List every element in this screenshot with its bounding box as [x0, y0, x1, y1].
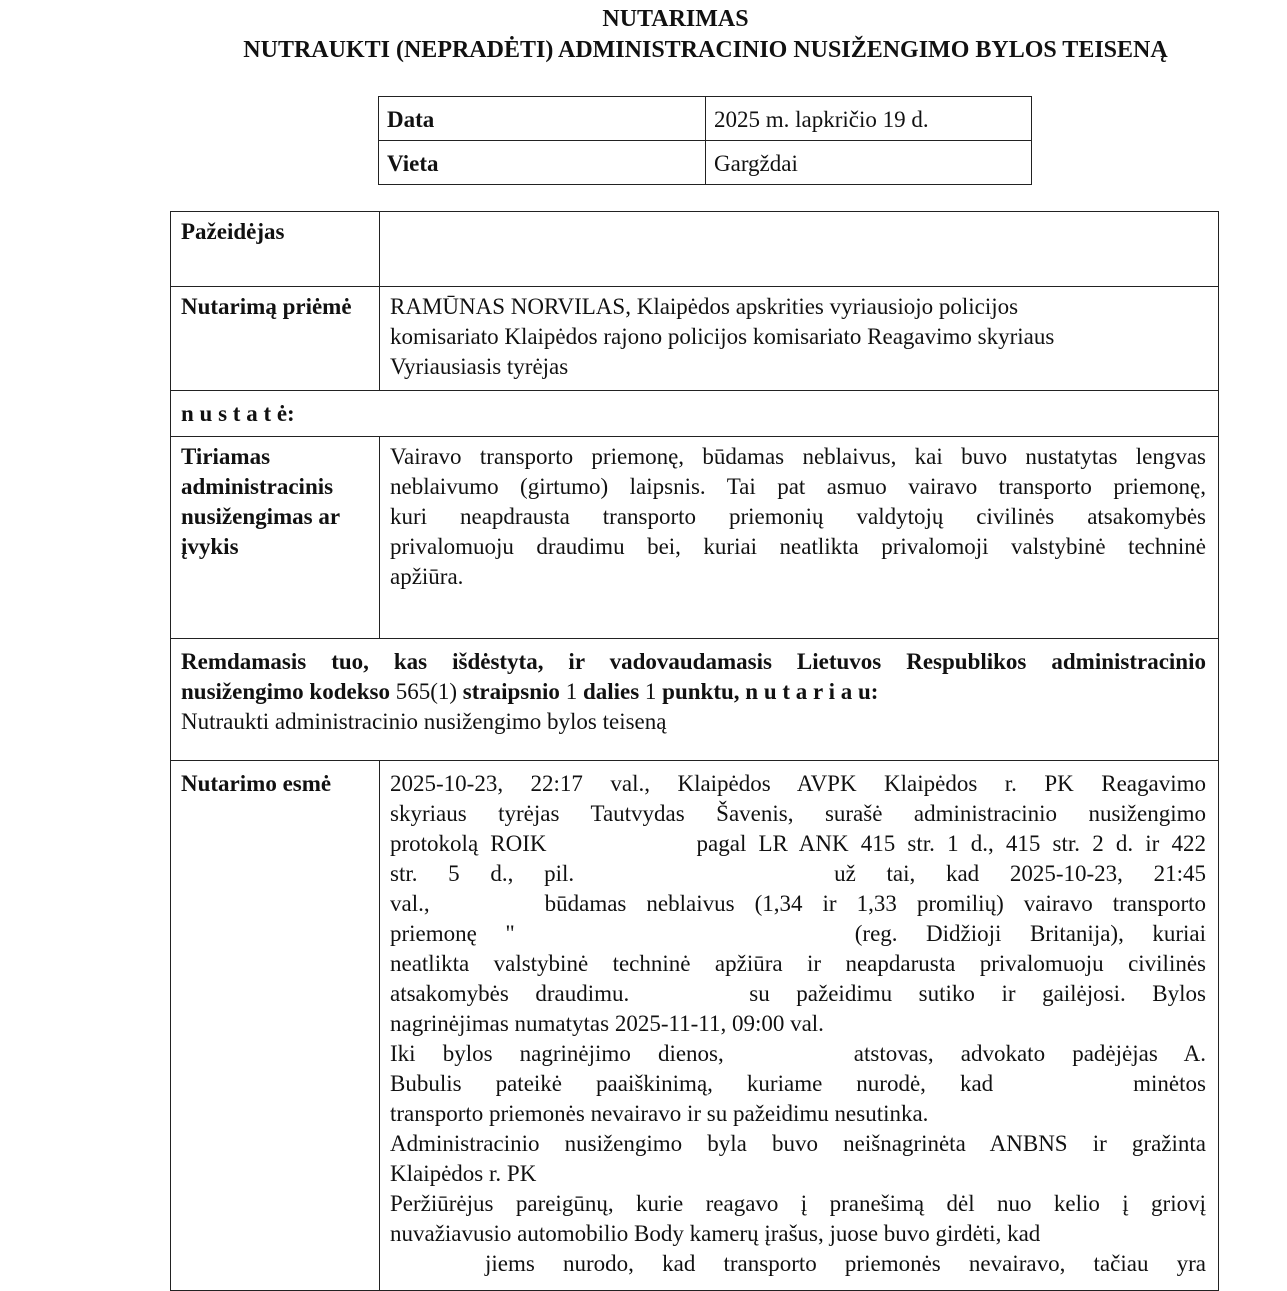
date-label: Data — [379, 97, 706, 141]
issuer-line: komisariato Klaipėdos rajono policijos komisariato Reagavimo skyriaus — [390, 324, 1055, 349]
document-subtitle: NUTRAUKTI (NEPRADĖTI) ADMINISTRACINIO NUSIŽENGIMO BYLOS TEISENĄ — [243, 37, 1168, 63]
essence-line: Peržiūrėjus pareigūnų, kurie reagavo į pranešimą dėl nuo kelio į griovį — [390, 1191, 1206, 1216]
article-number: 565(1) — [395, 679, 458, 704]
issuer-line: Vyriausiasis tyrėjas — [390, 354, 569, 379]
decision-text: dalies — [582, 679, 640, 704]
essence-line: Bubulis pateikė paaiškinimą, kuriame nurodė, kad minėtos — [390, 1071, 1206, 1096]
offense-label-line: administracinis — [181, 474, 334, 499]
offense-label-line: Tiriamas — [181, 444, 271, 469]
essence-line: protokolą ROIK pagal LR ANK 415 str. 1 d., 415 str. 2 d. ir 422 — [390, 831, 1206, 856]
document-title: NUTARIMAS — [602, 6, 749, 32]
essence-line: neatlikta valstybinė techninė apžiūra ir neapdarusta privalomuoju civilinės — [390, 951, 1206, 976]
issuer-label: Nutarimą priėmė — [171, 287, 380, 391]
decision-text: punktu, n u t a r i a u: — [662, 679, 879, 704]
issuer-value — [380, 287, 1219, 391]
essence-line: 2025-10-23, 22:17 val., Klaipėdos AVPK Klaipėdos r. PK Reagavimo — [390, 771, 1206, 796]
offender-label: Pažeidėjas — [171, 212, 380, 287]
essence-line: nuvažiavusio automobilio Body kamerų įrašus, juose buvo girdėti, kad — [390, 1221, 1041, 1246]
offense-line: kuri neapdrausta transporto priemonių valdytojų civilinės atsakomybės — [390, 504, 1206, 529]
essence-line: Administracinio nusižengimo byla buvo neišnagrinėta ANBNS ir gražinta — [390, 1131, 1206, 1156]
decision-text: nusižengimo kodekso — [181, 679, 390, 704]
essence-line: Klaipėdos r. PK — [390, 1161, 537, 1186]
offense-line: neblaivumo (girtumo) laipsnis. Tai pat asmuo vairavo transporto priemonę, — [390, 474, 1206, 499]
establishes-label: n u s t a t ė: — [171, 391, 1219, 437]
offense-label-line: įvykis — [181, 534, 239, 559]
decision-line: Remdamasis tuo, kas išdėstyta, ir vadovaudamasis Lietuvos Respublikos administracinio — [181, 649, 1206, 674]
essence-line: priemonę " (reg. Didžioji Britanija), kuriai — [390, 921, 1206, 946]
essence-line: val., būdamas neblaivus (1,34 ir 1,33 promilių) vairavo transporto — [390, 891, 1206, 916]
place-value: Gargždai — [706, 141, 1032, 185]
offense-line: privalomuoju draudimu bei, kuriai neatlikta privalomoji valstybinė techninė — [390, 534, 1206, 559]
date-value: 2025 m. lapkričio 19 d. — [706, 97, 1032, 141]
essence-line: transporto priemonės nevairavo ir su pažeidimu nesutinka. — [390, 1101, 929, 1126]
decision-line — [181, 677, 1206, 707]
place-label: Vieta — [379, 141, 706, 185]
essence-line: nagrinėjimas numatytas 2025-11-11, 09:00 val. — [390, 1011, 824, 1036]
essence-line: Iki bylos nagrinėjimo dienos, atstovas, advokato padėjėjas A. — [390, 1041, 1207, 1066]
essence-line: jiems nurodo, kad transporto priemonės nevairavo, tačiau yra — [485, 1251, 1206, 1276]
decision-result: Nutraukti administracinio nusižengimo bylos teiseną — [181, 709, 667, 734]
meta-table — [378, 96, 1032, 185]
part-number: 1 — [565, 679, 578, 704]
essence-line: skyriaus tyrėjas Tautvydas Šavenis, surašė administracinio nusižengimo — [390, 801, 1206, 826]
offense-label-line: nusižengimas ar — [181, 504, 341, 529]
offense-line: Vairavo transporto priemonę, būdamas neblaivus, kai buvo nustatytas lengvas — [390, 444, 1206, 469]
decision-block — [171, 639, 1219, 761]
offense-label — [171, 437, 380, 639]
essence-label: Nutarimo esmė — [171, 761, 380, 1291]
decision-text: straipsnio — [462, 679, 560, 704]
essence-line: str. 5 d., pil. už tai, kad 2025-10-23, 21:45 — [390, 861, 1207, 886]
offense-line: apžiūra. — [390, 564, 464, 589]
point-number: 1 — [644, 679, 657, 704]
offender-value-redacted — [380, 212, 1219, 287]
decision-table — [170, 211, 1219, 1291]
essence-line: atsakomybės draudimu. su pažeidimu sutiko ir gailėjosi. Bylos — [390, 981, 1206, 1006]
essence-text — [380, 761, 1219, 1291]
issuer-line: RAMŪNAS NORVILAS, Klaipėdos apskrities vyriausiojo policijos — [390, 294, 1019, 319]
offense-description — [380, 437, 1219, 639]
